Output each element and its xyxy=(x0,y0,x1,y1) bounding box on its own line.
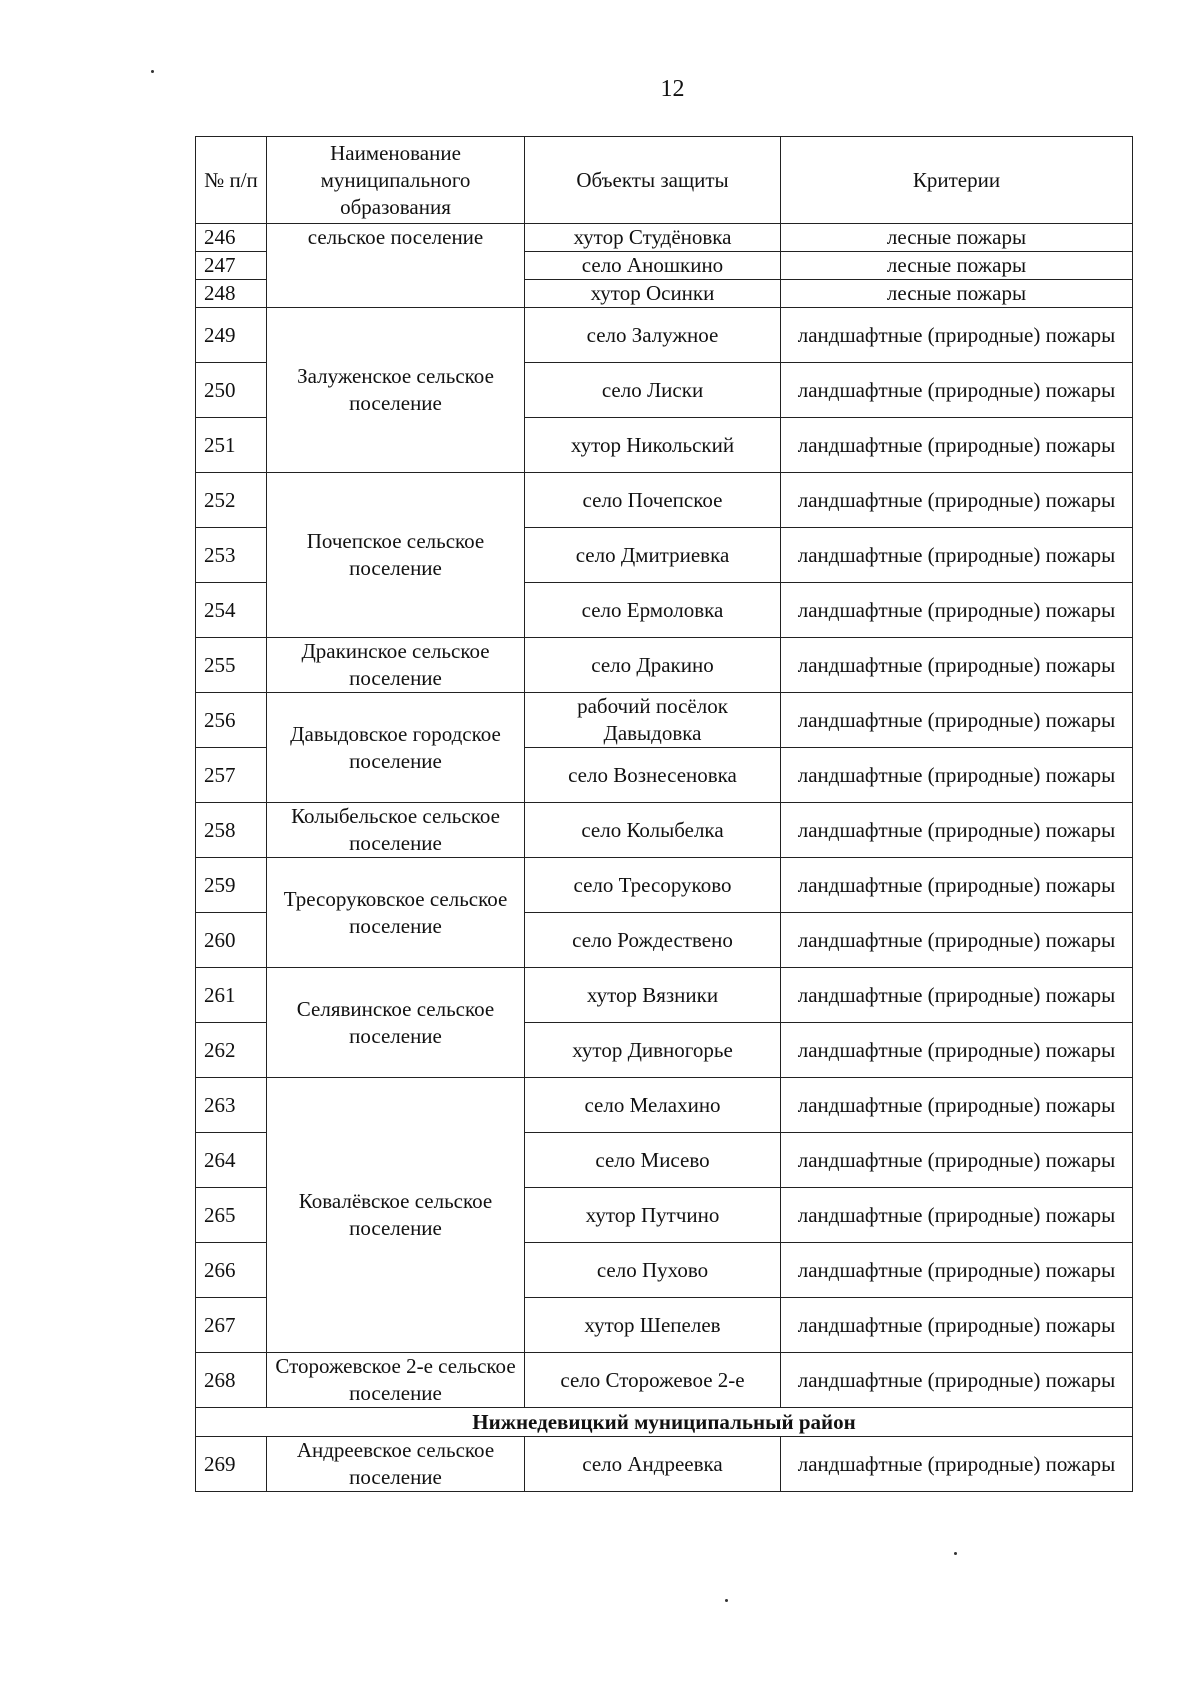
object-cell: село Мелахино xyxy=(525,1078,781,1133)
municipality-cell: Колыбельское сельское поселение xyxy=(267,803,525,858)
object-cell: рабочий посёлок Давыдовка xyxy=(525,693,781,748)
object-cell: село Дракино xyxy=(525,638,781,693)
section-heading-row xyxy=(196,1408,1133,1437)
criteria-cell: ландшафтные (природные) пожары xyxy=(781,473,1133,528)
object-cell: хутор Студёновка xyxy=(525,224,781,252)
row-number: 262 xyxy=(196,1023,267,1078)
object-cell: село Рождествено xyxy=(525,913,781,968)
object-cell: село Пухово xyxy=(525,1243,781,1298)
header-municipality: Наименование муниципального образования xyxy=(267,137,525,224)
table-row xyxy=(196,638,1133,693)
criteria-cell: ландшафтные (природные) пожары xyxy=(781,583,1133,638)
row-number: 252 xyxy=(196,473,267,528)
criteria-cell: ландшафтные (природные) пожары xyxy=(781,968,1133,1023)
header-criteria: Критерии xyxy=(781,137,1133,224)
object-cell: село Ермоловка xyxy=(525,583,781,638)
row-number: 263 xyxy=(196,1078,267,1133)
header-objects: Объекты защиты xyxy=(525,137,781,224)
table-row xyxy=(196,1078,1133,1133)
scan-speck xyxy=(725,1599,728,1602)
criteria-cell: ландшафтные (природные) пожары xyxy=(781,1437,1133,1492)
criteria-cell: лесные пожары xyxy=(781,224,1133,252)
table-row xyxy=(196,308,1133,363)
object-cell: хутор Шепелев xyxy=(525,1298,781,1353)
municipality-cell: Сторожевское 2-е сельское поселение xyxy=(267,1353,525,1408)
criteria-cell: ландшафтные (природные) пожары xyxy=(781,748,1133,803)
row-number: 246 xyxy=(196,224,267,252)
row-number: 251 xyxy=(196,418,267,473)
municipality-cell: Селявинское сельское поселение xyxy=(267,968,525,1078)
page-number: 12 xyxy=(660,76,685,102)
row-number: 249 xyxy=(196,308,267,363)
table-row xyxy=(196,803,1133,858)
object-cell: село Залужное xyxy=(525,308,781,363)
criteria-cell: ландшафтные (природные) пожары xyxy=(781,418,1133,473)
row-number: 261 xyxy=(196,968,267,1023)
municipality-cell: Почепское сельское поселение xyxy=(267,473,525,638)
object-cell: село Лиски xyxy=(525,363,781,418)
table-row xyxy=(196,1437,1133,1492)
object-cell: село Аношкино xyxy=(525,252,781,280)
row-number: 259 xyxy=(196,858,267,913)
table-row xyxy=(196,1353,1133,1408)
object-cell: село Тресоруково xyxy=(525,858,781,913)
criteria-cell: ландшафтные (природные) пожары xyxy=(781,1133,1133,1188)
object-cell: село Дмитриевка xyxy=(525,528,781,583)
row-number: 257 xyxy=(196,748,267,803)
municipality-cell: Андреевское сельское поселение xyxy=(267,1437,525,1492)
table-row xyxy=(196,858,1133,913)
object-cell: хутор Вязники xyxy=(525,968,781,1023)
object-cell: хутор Дивногорье xyxy=(525,1023,781,1078)
row-number: 248 xyxy=(196,280,267,308)
municipality-cell: сельское поселение xyxy=(267,224,525,308)
municipality-cell: Ковалёвское сельское поселение xyxy=(267,1078,525,1353)
object-cell: хутор Осинки xyxy=(525,280,781,308)
table-row xyxy=(196,224,1133,252)
criteria-cell: ландшафтные (природные) пожары xyxy=(781,528,1133,583)
municipality-cell: Давыдовское городское поселение xyxy=(267,693,525,803)
table-row xyxy=(196,968,1133,1023)
row-number: 266 xyxy=(196,1243,267,1298)
object-cell: село Мисево xyxy=(525,1133,781,1188)
object-cell: хутор Никольский xyxy=(525,418,781,473)
criteria-cell: ландшафтные (природные) пожары xyxy=(781,693,1133,748)
row-number: 265 xyxy=(196,1188,267,1243)
row-number: 247 xyxy=(196,252,267,280)
row-number: 253 xyxy=(196,528,267,583)
criteria-cell: ландшафтные (природные) пожары xyxy=(781,858,1133,913)
criteria-cell: ландшафтные (природные) пожары xyxy=(781,308,1133,363)
protection-objects-table xyxy=(195,136,1133,1492)
object-cell: село Андреевка xyxy=(525,1437,781,1492)
row-number: 268 xyxy=(196,1353,267,1408)
municipality-cell: Дракинское сельское поселение xyxy=(267,638,525,693)
object-cell: хутор Путчино xyxy=(525,1188,781,1243)
row-number: 250 xyxy=(196,363,267,418)
scan-speck xyxy=(954,1552,957,1555)
row-number: 256 xyxy=(196,693,267,748)
criteria-cell: ландшафтные (природные) пожары xyxy=(781,1023,1133,1078)
table-row xyxy=(196,473,1133,528)
criteria-cell: лесные пожары xyxy=(781,252,1133,280)
object-cell: село Почепское xyxy=(525,473,781,528)
criteria-cell: ландшафтные (природные) пожары xyxy=(781,913,1133,968)
row-number: 264 xyxy=(196,1133,267,1188)
section-heading: Нижнедевицкий муниципальный район xyxy=(196,1408,1133,1437)
criteria-cell: ландшафтные (природные) пожары xyxy=(781,1188,1133,1243)
criteria-cell: ландшафтные (природные) пожары xyxy=(781,1078,1133,1133)
table-header-row xyxy=(196,137,1133,224)
criteria-cell: ландшафтные (природные) пожары xyxy=(781,638,1133,693)
criteria-cell: ландшафтные (природные) пожары xyxy=(781,803,1133,858)
row-number: 269 xyxy=(196,1437,267,1492)
criteria-cell: лесные пожары xyxy=(781,280,1133,308)
scan-speck xyxy=(151,70,154,73)
municipality-cell: Залуженское сельское поселение xyxy=(267,308,525,473)
header-number: № п/п xyxy=(196,137,267,224)
criteria-cell: ландшафтные (природные) пожары xyxy=(781,1298,1133,1353)
row-number: 255 xyxy=(196,638,267,693)
criteria-cell: ландшафтные (природные) пожары xyxy=(781,1353,1133,1408)
row-number: 267 xyxy=(196,1298,267,1353)
row-number: 254 xyxy=(196,583,267,638)
table-row xyxy=(196,693,1133,748)
criteria-cell: ландшафтные (природные) пожары xyxy=(781,1243,1133,1298)
municipality-cell: Тресоруковское сельское поселение xyxy=(267,858,525,968)
criteria-cell: ландшафтные (природные) пожары xyxy=(781,363,1133,418)
row-number: 260 xyxy=(196,913,267,968)
object-cell: село Колыбелка xyxy=(525,803,781,858)
object-cell: село Сторожевое 2-е xyxy=(525,1353,781,1408)
row-number: 258 xyxy=(196,803,267,858)
object-cell: село Вознесеновка xyxy=(525,748,781,803)
